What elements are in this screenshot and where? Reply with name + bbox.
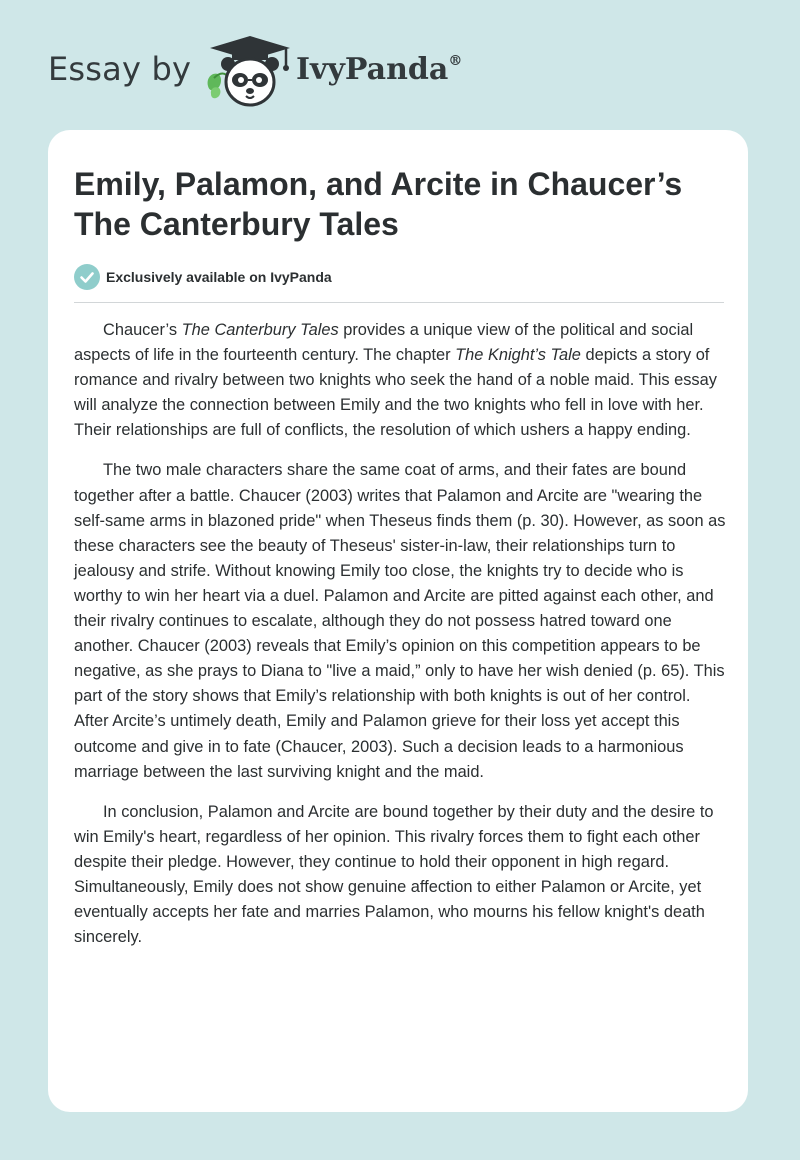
page-title: Emily, Palamon, and Arcite in Chaucer’s The Canterbury Tales [74,166,683,242]
brand-prefix: Essay by [48,50,192,88]
essay-paragraph [74,800,726,951]
brand-name-text: IvyPanda [296,52,449,87]
brand-header[interactable] [48,34,478,110]
registered-mark: ® [448,53,463,69]
text-run: In conclusion, Palamon and Arcite are bound together by their duty and the desire to win Emily's heart, regardless of her opinion. This rivalry forces them to fight each other despite their pledge. However, they continue to hold their opponent in high regard. Simultaneously, Emily does not show genuine affection to either Palamon or Arcite, yet eventually accepts her fate and marries Palamon, who mourns his fellow knight's death sincerely. [74,802,714,947]
essay-body [74,318,726,965]
text-run: provides a unique view of the political and social aspects of life in the fourteenth century. The chapter [74,321,694,365]
exclusive-badge [74,264,332,290]
check-circle-icon [74,264,100,290]
text-run: Chaucer’s [103,321,182,339]
work-title: The Knight’s Tale [455,346,581,365]
text-run: The two male characters share the same coat of arms, and their fates are bound together after a battle. Chaucer (2003) writes that Palamon and Arcite are "wearing the self-same arms in blazoned pride" when Theseus finds them (p. 30). However, as soon as these characters see the beauty of Theseus' sister-in-law, their relationships turn to jealousy and strife. Without knowing Emily too close, the knights try to decide who is worthy to win her heart via a duel. Palamon and Arcite are pitted against each other, and their rivalry continues to escalate, although they do not possess hatred toward one another. Chaucer (2003) reveals that Emily’s opinion on this competition appears to be negative, as she prays to Diana to "live a maid,” only to have her wish denied (p. 65). This part of the story shows that Emily’s relationship with both knights is out of her control. After Arcite’s untimely death, Emily and Palamon grieve for their loss yet accept this outcome and give in to fate (Chaucer, 2003). Such a decision leads to a harmonious marriage between the last surviving knight and the maid. [74,461,726,781]
badge-text: Exclusively available on IvyPanda [106,269,332,285]
graduation-cap-panda-icon [202,34,298,110]
brand-name [296,52,462,87]
work-title: The Canterbury Tales [181,321,339,339]
text-run: depicts a story of romance and rivalry between two knights who seek the hand of a noble maid. This essay will analyze the connection between Emily and the two knights who fell in love with her. Their relationships are full of conflicts, the resolution of which ushers a happy ending. [74,346,717,440]
essay-paragraph [74,458,726,784]
essay-paragraph [74,318,726,443]
essay-card [48,130,748,1112]
divider [74,302,724,303]
